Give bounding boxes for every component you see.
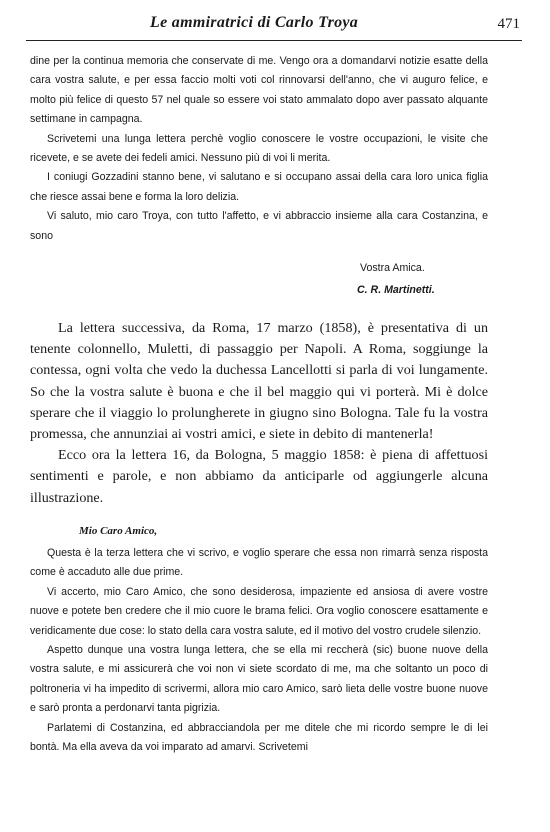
letter-signature: C. R. Martinetti.	[357, 284, 435, 296]
letter-paragraph: Questa è la terza lettera che vi scrivo, e voglio sperare che essa non rimarrà senza risposta come è accaduto alle due prime.	[30, 547, 488, 579]
letter-paragraph: Vi saluto, mio caro Troya, con tutto l'affetto, e vi abbraccio insieme alla cara Costanzina, e sono	[30, 210, 488, 242]
letter-paragraph: dine per la continua memoria che conservate di me. Vengo ora a domandarvi notizie esatte della cara vostra salute, e per essa faccio molti voti col rinnovarsi dell'anno, che vi auguro felice, e molto più felice di questo 57 nel quale so essere voi stato ammalato dopo aver passato alquante settimane in campagna.	[30, 55, 488, 126]
commentary-text	[30, 318, 488, 509]
page-number: 471	[497, 16, 520, 32]
letter-paragraph: Aspetto dunque una vostra lunga lettera, che se ella mi reccherà (sic) buone nuove della vostra salute, e mi assicurerà che voi non vi siete scordato di me, ma che soltanto un poco di poltroneria vi ha impedito di scrivermi, allora mio caro Amico, sarò lieta delle vostre buone nuove e sarò pronta a perdonarvi tanta pigrizia.	[30, 644, 488, 715]
letter-closing: Vostra Amica.	[360, 262, 425, 274]
letter-excerpt-first	[30, 52, 488, 246]
commentary-paragraph: Ecco ora la lettera 16, da Bologna, 5 maggio 1858: è piena di affettuosi sentimenti e parole, e non abbiamo da anticiparle od aggiungerle alcuna illustrazione.	[30, 447, 488, 506]
letter-excerpt-second	[30, 544, 488, 757]
letter-paragraph: I coniugi Gozzadini stanno bene, vi salutano e si occupano assai della cara loro unica figlia che riesce assai bene e forma la loro delizia.	[30, 171, 488, 203]
page-header	[26, 10, 522, 41]
running-title: Le ammiratrici di Carlo Troya	[150, 14, 359, 31]
commentary-paragraph: La lettera successiva, da Roma, 17 marzo (1858), è presentativa di un tenente colonnello, Muletti, di passaggio per Napoli. A Roma, soggiunge la contessa, ogni volta che vedo la duchessa Lancellotti si parla di voi lungamente. So che la vostra salute è buona e che il bel maggio qui vi porterà. Mi è dolce sperare che il viaggio lo prolungherete in giugno sino Bologna. Tale fu la vostra promessa, che annunziai ai vostri amici, e siete in debito di mantenerla!	[30, 320, 488, 443]
letter-paragraph: Scrivetemi una lunga lettera perchè voglio conoscere le vostre occupazioni, le visite che ricevete, e se avete dei fedeli amici. Nessuno più di voi li merita.	[30, 132, 488, 165]
letter-paragraph: Vi accerto, mio Caro Amico, che sono desiderosa, impaziente ed ansiosa di avere vostre nuove e potete ben credere che il mio cuore le brama felici. Ora voglio conoscere esattamente e veridicamente due cose: lo stato della cara vostra salute, ed il motivo del vostro crudele silenzio.	[30, 585, 488, 637]
letter-paragraph: Parlatemi di Costanzina, ed abbracciandola per me ditele che mi ricordo sempre le di lei bontà. Ma ella aveva da voi imparato ad amarvi. Scrivetemi	[30, 721, 488, 754]
letter-salutation: Mio Caro Amico,	[79, 525, 158, 537]
